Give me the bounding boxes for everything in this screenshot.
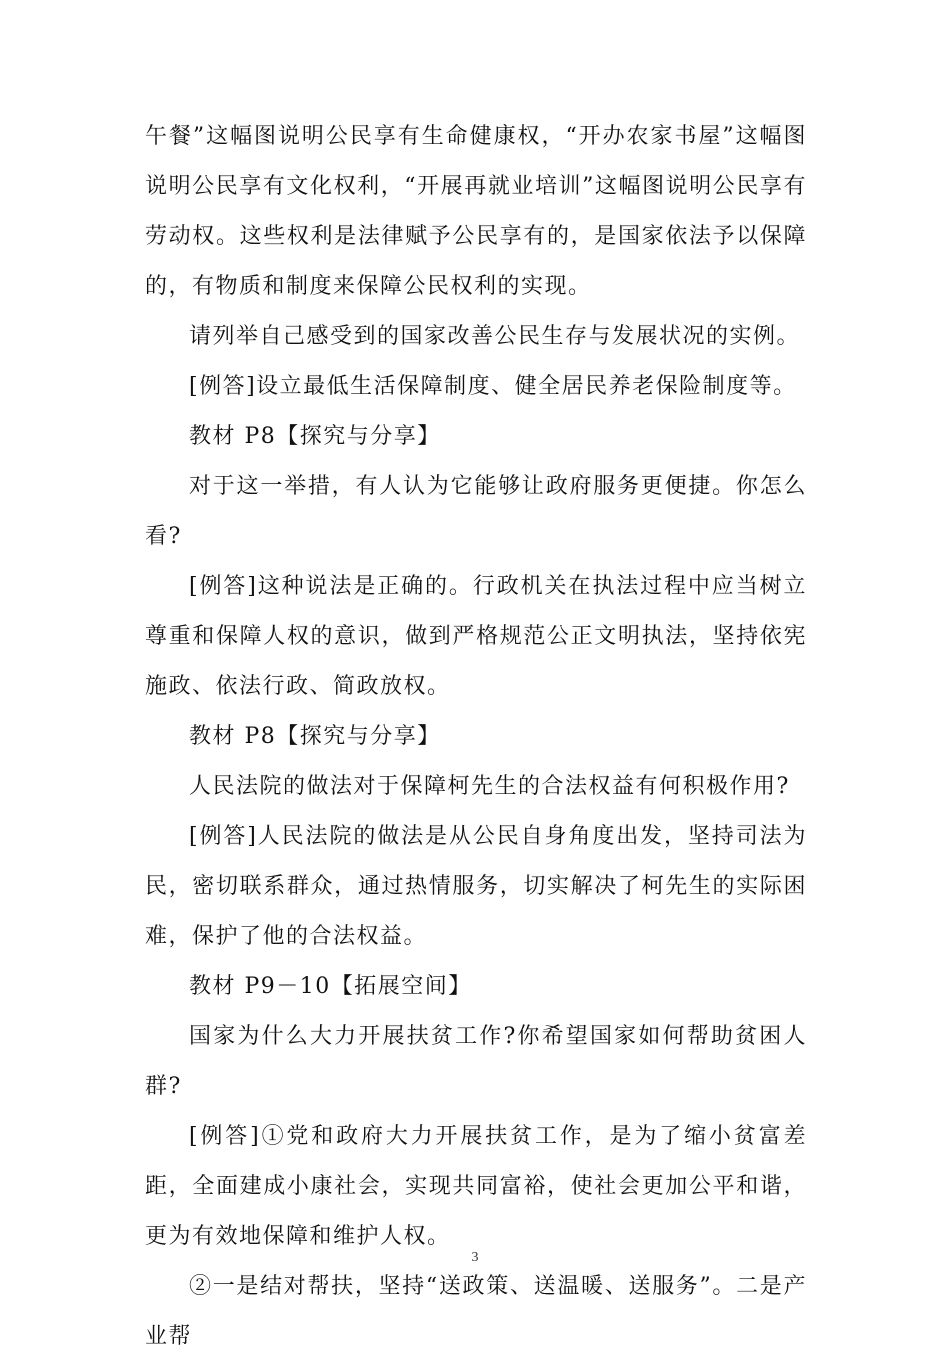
answer-paragraph: [例答]设立最低生活保障制度、健全居民养老保险制度等。 bbox=[189, 374, 797, 399]
answer-paragraph: [例答]人民法院的做法是从公民自身角度出发，坚持司法为民，密切联系群众，通过热情服务，切实解决了柯先生的实际困难，保护了他的合法权益。 bbox=[145, 824, 807, 949]
question-paragraph: 请列举自己感受到的国家改善公民生存与发展状况的实例。 bbox=[189, 324, 801, 349]
answer-paragraph: [例答]①党和政府大力开展扶贫工作，是为了缩小贫富差距，全面建成小康社会，实现共同富裕，使社会更加公平和谐，更为有效地保障和维护人权。 bbox=[145, 1124, 807, 1249]
question-paragraph: 国家为什么大力开展扶贫工作?你希望国家如何帮助贫困人群? bbox=[145, 1024, 807, 1099]
question-paragraph: 对于这一举措，有人认为它能够让政府服务更便捷。你怎么看? bbox=[145, 474, 807, 549]
answer-paragraph: [例答]这种说法是正确的。行政机关在执法过程中应当树立尊重和保障人权的意识，做到严格规范公正文明执法，坚持依宪施政、依法行政、简政放权。 bbox=[145, 574, 807, 699]
question-paragraph: 人民法院的做法对于保障柯先生的合法权益有何积极作用? bbox=[189, 774, 790, 799]
section-heading: 教材 P9－10【拓展空间】 bbox=[189, 974, 472, 999]
answer-paragraph: ②一是结对帮扶，坚持“送政策、送温暖、送服务”。二是产业帮 bbox=[145, 1274, 807, 1349]
paragraph-continued: 午餐”这幅图说明公民享有生命健康权，“开办农家书屋”这幅图说明公民享有文化权利，“开展再就业培训”这幅图说明公民享有劳动权。这些权利是法律赋予公民享有的，是国家依法予以保障的，有物质和制度来保障公民权利的实现。 bbox=[145, 124, 807, 299]
document-body bbox=[145, 112, 807, 1362]
section-heading: 教材 P8【探究与分享】 bbox=[189, 724, 441, 749]
section-heading: 教材 P8【探究与分享】 bbox=[189, 424, 441, 449]
page-number: 3 bbox=[471, 1250, 479, 1265]
